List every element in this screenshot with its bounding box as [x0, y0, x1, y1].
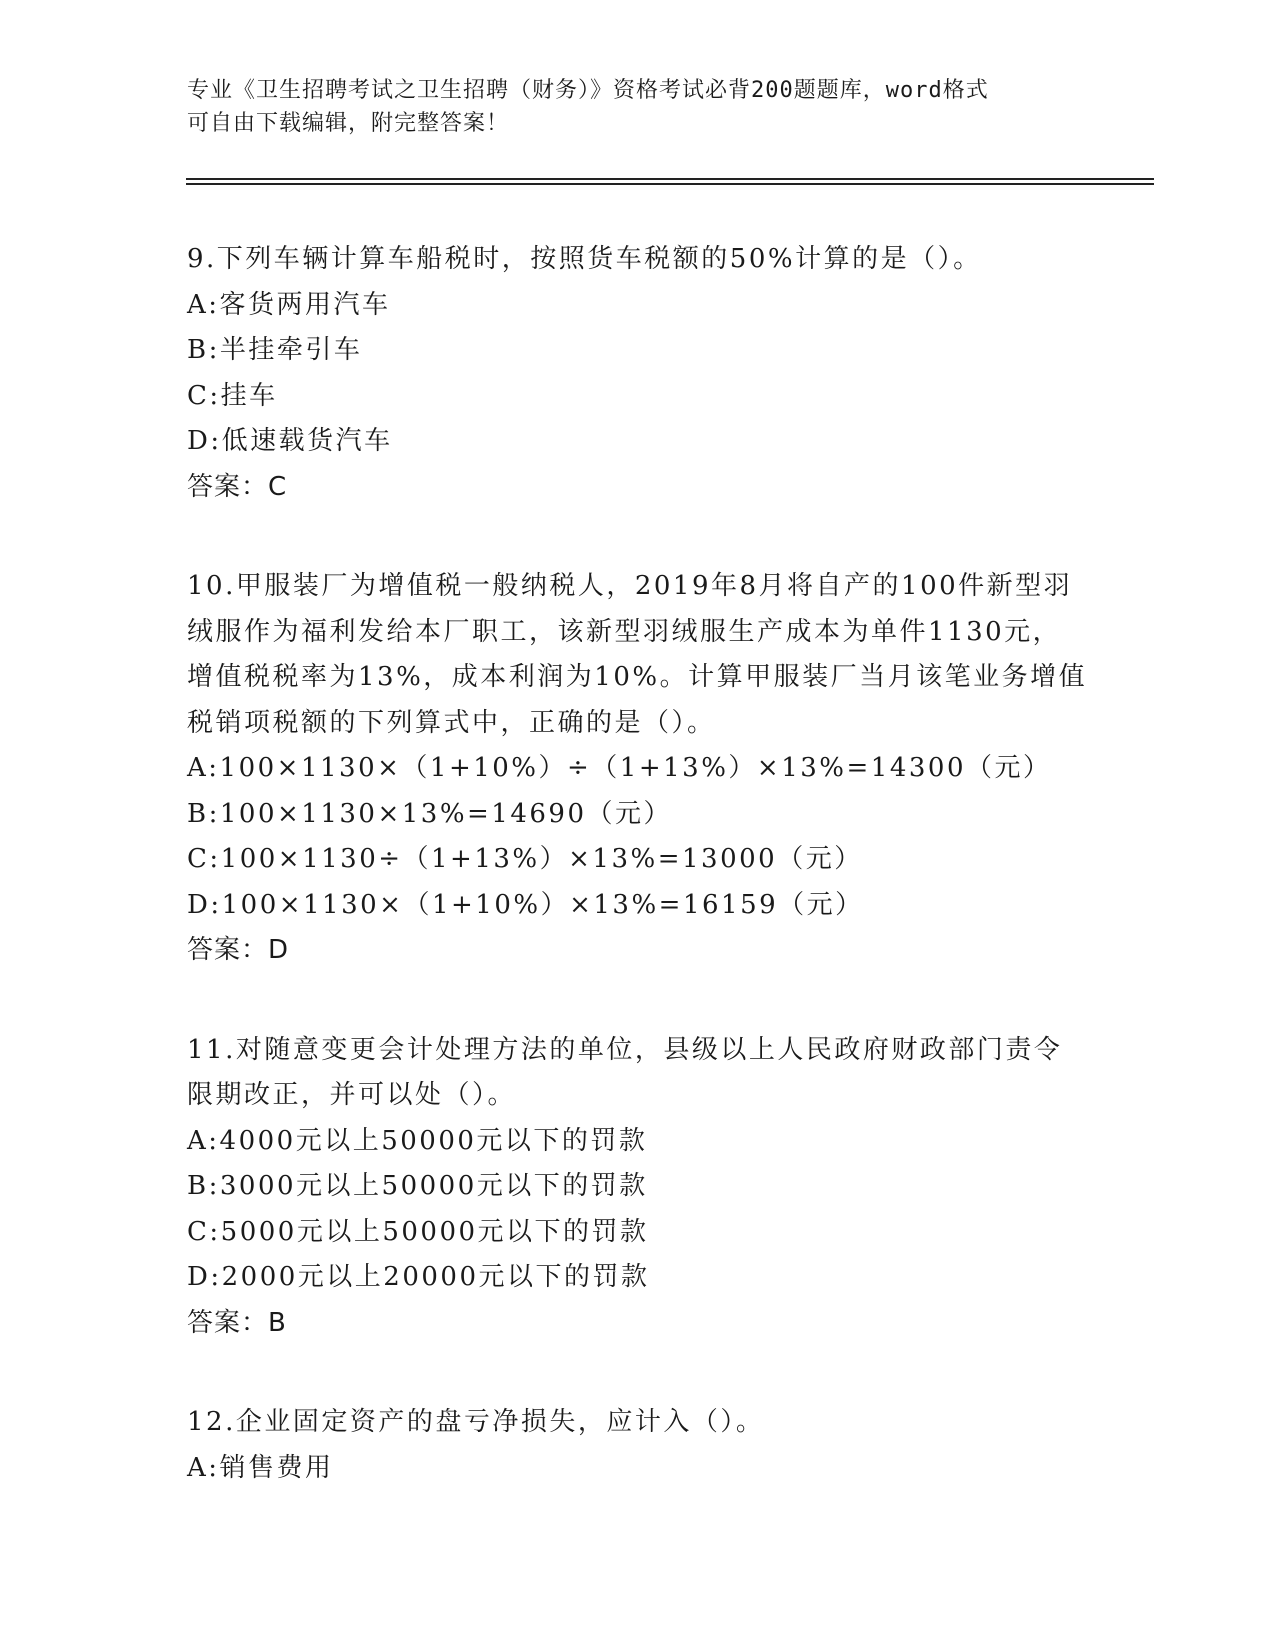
header-line-2: 可自由下载编辑，附完整答案！ [187, 111, 510, 136]
option-d: D:100×1130×（1+10%）×13%=16159（元） [187, 889, 864, 920]
option-c: C:100×1130÷（1+13%）×13%=13000（元） [187, 844, 863, 874]
answer-label: 答案：C [187, 471, 288, 502]
option-b: B:3000元以上50000元以下的罚款 [187, 1171, 648, 1201]
question-9 [187, 237, 1087, 510]
option-a: A:客货两用汽车 [187, 289, 391, 320]
answer-label: 答案：D [187, 935, 290, 965]
question-11 [187, 1028, 1087, 1347]
option-a: A:销售费用 [187, 1452, 334, 1483]
question-stem: 绒服作为福利发给本厂职工，该新型羽绒服生产成本为单件1130元， [187, 616, 1062, 647]
option-d: D:低速载货汽车 [187, 426, 393, 456]
question-stem: 10.甲服装厂为增值税一般纳税人，2019年8月将自产的100件新型羽 [187, 571, 1073, 601]
question-stem: 11.对随意变更会计处理方法的单位，县级以上人民政府财政部门责令 [187, 1034, 1063, 1065]
question-stem: 9.下列车辆计算车船税时，按照货车税额的50%计算的是（）。 [187, 244, 982, 274]
header-divider-bottom [186, 183, 1154, 185]
question-12 [187, 1400, 1087, 1491]
header-line-1: 专业《卫生招聘考试之卫生招聘（财务）》资格考试必背200题题库，word格式 [187, 78, 989, 103]
option-d: D:2000元以上20000元以下的罚款 [187, 1262, 650, 1292]
question-stem: 税销项税额的下列算式中，正确的是（）。 [187, 707, 716, 738]
option-a: A:4000元以上50000元以下的罚款 [187, 1125, 648, 1156]
header-divider-top [186, 178, 1154, 180]
option-b: B:半挂牵引车 [187, 335, 363, 365]
answer-label: 答案：B [187, 1307, 287, 1338]
option-a: A:100×1130×（1+10%）÷（1+13%）×13%=14300（元） [187, 753, 1052, 783]
question-stem: 增值税税率为13%，成本利润为10%。计算甲服装厂当月该笔业务增值 [187, 662, 1088, 692]
document-header [187, 74, 1067, 140]
question-stem: 限期改正，并可以处（）。 [187, 1080, 517, 1110]
question-10 [187, 564, 1087, 974]
option-c: C:5000元以上50000元以下的罚款 [187, 1216, 649, 1247]
option-b: B:100×1130×13%=14690（元） [187, 798, 673, 829]
question-stem: 12.企业固定资产的盘亏净损失，应计入（）。 [187, 1407, 765, 1437]
option-c: C:挂车 [187, 380, 278, 411]
question-list [187, 237, 1087, 1545]
